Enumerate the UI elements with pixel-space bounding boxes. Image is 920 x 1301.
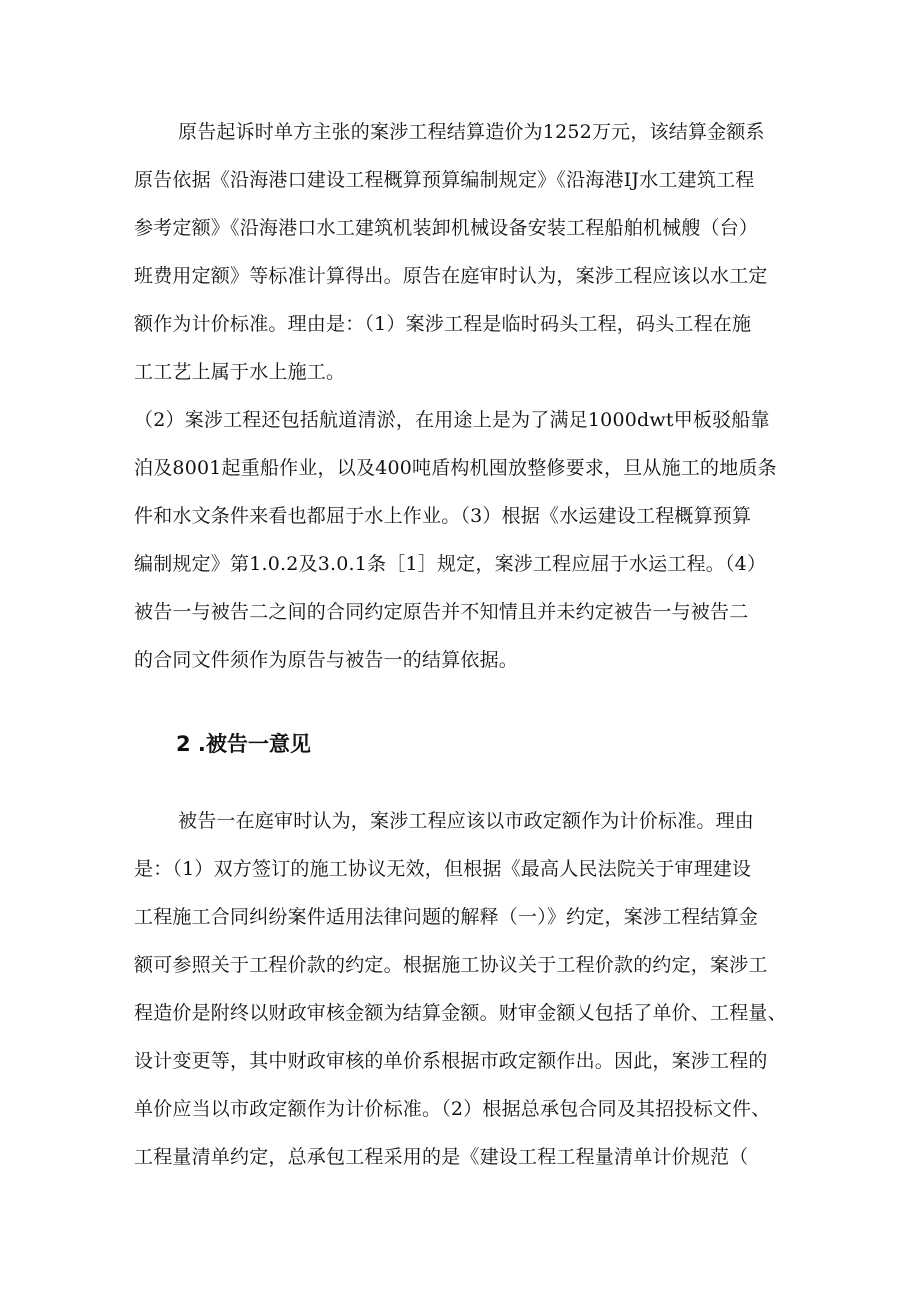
section-heading: 2 .被告一意见 (176, 732, 311, 756)
text-line: 是：（1）双方签订的施工协议无效，但根据《最高人民法院关于审理建设 (134, 858, 752, 880)
text-line: 工工艺上属于水上施工。 (134, 361, 346, 383)
text-line: 设计变更等，其中财政审核的单价系根据市政定额作出。因此，案涉工程的 (134, 1050, 768, 1072)
text-line: 的合同文件须作为原告与被告一的结算依据。 (134, 649, 519, 671)
text-line: 被告一在庭审时认为，案涉工程应该以市政定额作为计价标准。理由 (178, 810, 755, 832)
defendant-opinion-text (134, 797, 794, 1181)
text-line: 件和水文条件来看也都屈于水上作业。（3）根据《水运建设工程概算预算 (134, 505, 752, 527)
text-line: 额作为计价标准。理由是：（1）案涉工程是临时码头工程，码头工程在施 (134, 313, 752, 335)
text-line: 参考定额》《沿海港口水工建筑机装卸机械设备安装工程船舶机械艘（台） (134, 217, 759, 239)
text-line: 单价应当以市政定额作为计价标准。（2）根据总承包合同及其招投标文件、 (134, 1098, 771, 1120)
text-line: 编制规定》第1.0.2及3.0.1条［1］规定，案涉工程应屈于水运工程。（4） (134, 553, 767, 575)
text-line: 班费用定额》等标准计算得出。原告在庭审时认为，案涉工程应该以水工定 (134, 265, 768, 287)
text-line: 额可参照关于工程价款的约定。根据施工协议关于工程价款的约定，案涉工 (134, 954, 768, 976)
text-line: 原告依据《沿海港口建设工程概算预算编制规定》《沿海港IJ水工建筑工程 (134, 169, 755, 191)
text-line: 原告起诉时单方主张的案涉工程结算造价为1252万元，该结算金额系 (178, 121, 765, 143)
text-line: 程造价是附终以财政审核金额为结算金额。财审金额乂包括了单价、工程量、 (134, 1002, 787, 1024)
plaintiff-opinion-text (134, 108, 794, 684)
text-line: 泊及8001起重船作业，以及400吨盾构机囤放整修要求，旦从施工的地质条 (134, 457, 777, 479)
text-line: 工程量清单约定，总承包工程采用的是《建设工程工程量清单计价规范（ (134, 1146, 749, 1168)
text-line: （2）案涉工程还包括航道清淤，在用途上是为了满足1000dwt甲板驳船靠 (134, 409, 770, 431)
text-line: 被告一与被告二之间的合同约定原告并不知情且并未约定被告一与被告二 (134, 601, 749, 623)
text-line: 工程施工合同纠纷案件适用法律问题的解释（一）》约定，案涉工程结算金 (134, 906, 759, 928)
